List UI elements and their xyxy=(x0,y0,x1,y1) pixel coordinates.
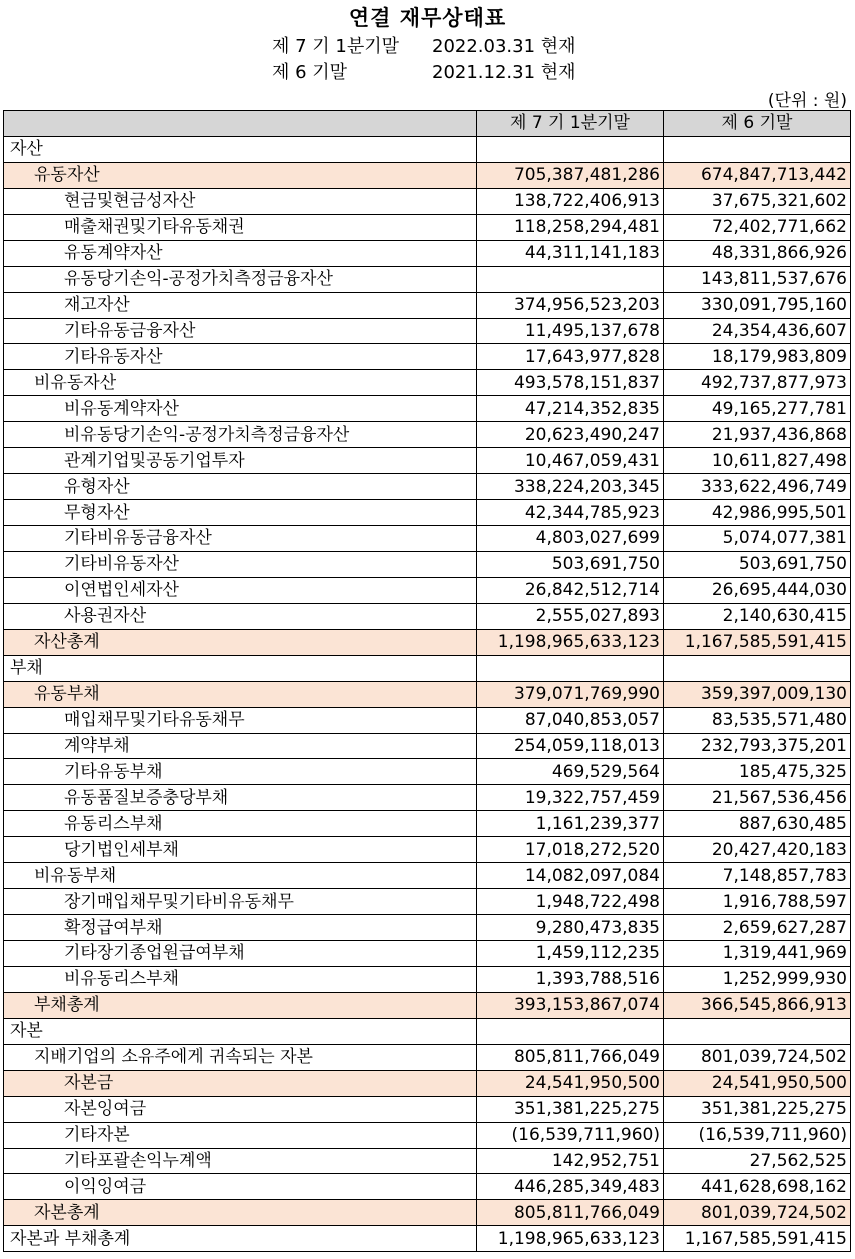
current-period-value-cell: 1,198,965,633,123 xyxy=(477,629,664,655)
current-period-value-cell: 351,381,225,275 xyxy=(477,1096,664,1122)
account-name-cell: 비유동당기손익-공정가치측정금융자산 xyxy=(4,422,477,448)
account-name-cell: 이익잉여금 xyxy=(4,1174,477,1200)
table-row xyxy=(4,214,851,240)
table-row xyxy=(4,863,851,889)
current-period-value-cell xyxy=(477,266,664,292)
current-period-value-cell: 118,258,294,481 xyxy=(477,214,664,240)
account-name-cell: 기타장기종업원급여부채 xyxy=(4,941,477,967)
account-name-cell: 이연법인세자산 xyxy=(4,577,477,603)
current-period-value-cell: 503,691,750 xyxy=(477,551,664,577)
current-period-value-cell: 1,198,965,633,123 xyxy=(477,1226,664,1252)
table-row xyxy=(4,318,851,344)
account-name-cell: 유동리스부채 xyxy=(4,811,477,837)
current-period-value-cell xyxy=(477,1018,664,1044)
table-row xyxy=(4,1174,851,1200)
current-period-value-cell: 10,467,059,431 xyxy=(477,448,664,474)
table-row xyxy=(4,526,851,552)
current-period-value-cell: 1,948,722,498 xyxy=(477,889,664,915)
table-row xyxy=(4,136,851,162)
account-name-cell: 유동품질보증충당부채 xyxy=(4,785,477,811)
account-name-cell: 비유동계약자산 xyxy=(4,396,477,422)
previous-period-value-cell: 441,628,698,162 xyxy=(664,1174,851,1200)
table-row xyxy=(4,681,851,707)
current-period-value-cell: 142,952,751 xyxy=(477,1148,664,1174)
account-name-cell: 자본총계 xyxy=(4,1200,477,1226)
current-period-value-cell: 805,811,766,049 xyxy=(477,1200,664,1226)
table-row xyxy=(4,759,851,785)
previous-period-value-cell: 20,427,420,183 xyxy=(664,837,851,863)
table-row xyxy=(4,266,851,292)
previous-period-value-cell: 185,475,325 xyxy=(664,759,851,785)
current-period-value-cell: 379,071,769,990 xyxy=(477,681,664,707)
current-period-value-cell xyxy=(477,655,664,681)
previous-period-value-cell: 492,737,877,973 xyxy=(664,370,851,396)
account-name-cell: 자본과 부채총계 xyxy=(4,1226,477,1252)
report-title: 연결 재무상태표 xyxy=(348,6,507,30)
period-previous-label: 제 6 기말 xyxy=(272,62,348,83)
period-current-label: 제 7 기 1분기말 xyxy=(272,36,400,57)
header-previous-period: 제 6 기말 xyxy=(664,111,851,137)
table-row xyxy=(4,966,851,992)
current-period-value-cell xyxy=(477,136,664,162)
current-period-value-cell: 44,311,141,183 xyxy=(477,240,664,266)
current-period-value-cell: 4,803,027,699 xyxy=(477,526,664,552)
table-row xyxy=(4,707,851,733)
table-row xyxy=(4,240,851,266)
current-period-value-cell: 374,956,523,203 xyxy=(477,292,664,318)
current-period-value-cell: 24,541,950,500 xyxy=(477,1070,664,1096)
table-row xyxy=(4,1070,851,1096)
current-period-value-cell: 469,529,564 xyxy=(477,759,664,785)
table-row xyxy=(4,422,851,448)
account-name-cell: 무형자산 xyxy=(4,500,477,526)
current-period-value-cell: 11,495,137,678 xyxy=(477,318,664,344)
table-row xyxy=(4,811,851,837)
table-row xyxy=(4,448,851,474)
previous-period-value-cell: 18,179,983,809 xyxy=(664,344,851,370)
table-row xyxy=(4,1226,851,1252)
table-row xyxy=(4,837,851,863)
account-name-cell: 지배기업의 소유주에게 귀속되는 자본 xyxy=(4,1044,477,1070)
previous-period-value-cell: 330,091,795,160 xyxy=(664,292,851,318)
table-row xyxy=(4,344,851,370)
table-row xyxy=(4,1148,851,1174)
table-row xyxy=(4,733,851,759)
account-name-cell: 관계기업및공동기업투자 xyxy=(4,448,477,474)
account-name-cell: 부채 xyxy=(4,655,477,681)
previous-period-value-cell: 1,252,999,930 xyxy=(664,966,851,992)
current-period-value-cell: 20,623,490,247 xyxy=(477,422,664,448)
current-period-value-cell: 705,387,481,286 xyxy=(477,162,664,188)
account-name-cell: 기타유동부채 xyxy=(4,759,477,785)
previous-period-value-cell xyxy=(664,136,851,162)
current-period-value-cell: 2,555,027,893 xyxy=(477,603,664,629)
previous-period-value-cell: 1,319,441,969 xyxy=(664,941,851,967)
current-period-value-cell: 9,280,473,835 xyxy=(477,915,664,941)
current-period-value-cell: 1,459,112,235 xyxy=(477,941,664,967)
account-name-cell: 현금및현금성자산 xyxy=(4,188,477,214)
account-name-cell: 유동부채 xyxy=(4,681,477,707)
current-period-value-cell: 17,018,272,520 xyxy=(477,837,664,863)
previous-period-value-cell: 359,397,009,130 xyxy=(664,681,851,707)
table-row xyxy=(4,577,851,603)
table-row xyxy=(4,188,851,214)
table-row xyxy=(4,1044,851,1070)
table-row xyxy=(4,370,851,396)
previous-period-value-cell: 351,381,225,275 xyxy=(664,1096,851,1122)
table-row xyxy=(4,785,851,811)
previous-period-value-cell: 366,545,866,913 xyxy=(664,992,851,1018)
current-period-value-cell: (16,539,711,960) xyxy=(477,1122,664,1148)
previous-period-value-cell: 24,354,436,607 xyxy=(664,318,851,344)
unit-label: (단위 : 원) xyxy=(767,91,847,111)
account-name-cell: 기타유동자산 xyxy=(4,344,477,370)
current-period-value-cell: 1,161,239,377 xyxy=(477,811,664,837)
previous-period-value-cell: 72,402,771,662 xyxy=(664,214,851,240)
account-name-cell: 유동자산 xyxy=(4,162,477,188)
account-name-cell: 부채총계 xyxy=(4,992,477,1018)
account-name-cell: 기타포괄손익누계액 xyxy=(4,1148,477,1174)
table-row xyxy=(4,1122,851,1148)
account-name-cell: 기타자본 xyxy=(4,1122,477,1148)
previous-period-value-cell: 2,140,630,415 xyxy=(664,603,851,629)
table-row xyxy=(4,1096,851,1122)
table-header-row xyxy=(4,111,851,137)
table-row xyxy=(4,292,851,318)
account-name-cell: 자산 xyxy=(4,136,477,162)
account-name-cell: 자산총계 xyxy=(4,629,477,655)
current-period-value-cell: 446,285,349,483 xyxy=(477,1174,664,1200)
previous-period-value-cell: 5,074,077,381 xyxy=(664,526,851,552)
account-name-cell: 기타유동금융자산 xyxy=(4,318,477,344)
table-row xyxy=(4,396,851,422)
table-body xyxy=(4,136,851,1251)
previous-period-value-cell: 21,937,436,868 xyxy=(664,422,851,448)
previous-period-value-cell: 27,562,525 xyxy=(664,1148,851,1174)
account-name-cell: 장기매입채무및기타비유동채무 xyxy=(4,889,477,915)
header-account xyxy=(4,111,477,137)
current-period-value-cell: 138,722,406,913 xyxy=(477,188,664,214)
previous-period-value-cell: 232,793,375,201 xyxy=(664,733,851,759)
previous-period-value-cell: 48,331,866,926 xyxy=(664,240,851,266)
current-period-value-cell: 338,224,203,345 xyxy=(477,474,664,500)
account-name-cell: 자본금 xyxy=(4,1070,477,1096)
header-current-period: 제 7 기 1분기말 xyxy=(477,111,664,137)
table-row xyxy=(4,629,851,655)
current-period-value-cell: 47,214,352,835 xyxy=(477,396,664,422)
table-row xyxy=(4,655,851,681)
previous-period-value-cell: 143,811,537,676 xyxy=(664,266,851,292)
period-previous-date: 2021.12.31 현재 xyxy=(432,62,576,83)
previous-period-value-cell: 83,535,571,480 xyxy=(664,707,851,733)
current-period-value-cell: 14,082,097,084 xyxy=(477,863,664,889)
previous-period-value-cell: 1,916,788,597 xyxy=(664,889,851,915)
account-name-cell: 재고자산 xyxy=(4,292,477,318)
account-name-cell: 확정급여부채 xyxy=(4,915,477,941)
balance-sheet-table xyxy=(3,110,851,1252)
period-previous xyxy=(272,58,576,84)
current-period-value-cell: 42,344,785,923 xyxy=(477,500,664,526)
previous-period-value-cell: 887,630,485 xyxy=(664,811,851,837)
current-period-value-cell: 17,643,977,828 xyxy=(477,344,664,370)
previous-period-value-cell: 503,691,750 xyxy=(664,551,851,577)
account-name-cell: 유동당기손익-공정가치측정금융자산 xyxy=(4,266,477,292)
current-period-value-cell: 254,059,118,013 xyxy=(477,733,664,759)
table-row xyxy=(4,603,851,629)
table-row xyxy=(4,1200,851,1226)
previous-period-value-cell: 333,622,496,749 xyxy=(664,474,851,500)
current-period-value-cell: 493,578,151,837 xyxy=(477,370,664,396)
period-current-date: 2022.03.31 현재 xyxy=(432,36,576,57)
period-current xyxy=(272,32,576,58)
table-row xyxy=(4,551,851,577)
account-name-cell: 비유동자산 xyxy=(4,370,477,396)
previous-period-value-cell: 42,986,995,501 xyxy=(664,500,851,526)
previous-period-value-cell: (16,539,711,960) xyxy=(664,1122,851,1148)
account-name-cell: 당기법인세부채 xyxy=(4,837,477,863)
account-name-cell: 매입채무및기타유동채무 xyxy=(4,707,477,733)
current-period-value-cell: 26,842,512,714 xyxy=(477,577,664,603)
table-row xyxy=(4,500,851,526)
previous-period-value-cell xyxy=(664,655,851,681)
previous-period-value-cell: 1,167,585,591,415 xyxy=(664,1226,851,1252)
previous-period-value-cell: 10,611,827,498 xyxy=(664,448,851,474)
table-row xyxy=(4,1018,851,1044)
account-name-cell: 자본 xyxy=(4,1018,477,1044)
table-row xyxy=(4,941,851,967)
previous-period-value-cell: 37,675,321,602 xyxy=(664,188,851,214)
table-row xyxy=(4,162,851,188)
current-period-value-cell: 805,811,766,049 xyxy=(477,1044,664,1070)
previous-period-value-cell: 49,165,277,781 xyxy=(664,396,851,422)
previous-period-value-cell: 1,167,585,591,415 xyxy=(664,629,851,655)
account-name-cell: 기타비유동금융자산 xyxy=(4,526,477,552)
account-name-cell: 계약부채 xyxy=(4,733,477,759)
account-name-cell: 유동계약자산 xyxy=(4,240,477,266)
account-name-cell: 비유동리스부채 xyxy=(4,966,477,992)
current-period-value-cell: 393,153,867,074 xyxy=(477,992,664,1018)
table-row xyxy=(4,915,851,941)
table-row xyxy=(4,889,851,915)
previous-period-value-cell: 674,847,713,442 xyxy=(664,162,851,188)
current-period-value-cell: 1,393,788,516 xyxy=(477,966,664,992)
table-row xyxy=(4,992,851,1018)
previous-period-value-cell: 2,659,627,287 xyxy=(664,915,851,941)
account-name-cell: 비유동부채 xyxy=(4,863,477,889)
account-name-cell: 기타비유동자산 xyxy=(4,551,477,577)
current-period-value-cell: 19,322,757,459 xyxy=(477,785,664,811)
previous-period-value-cell: 24,541,950,500 xyxy=(664,1070,851,1096)
previous-period-value-cell: 7,148,857,783 xyxy=(664,863,851,889)
previous-period-value-cell xyxy=(664,1018,851,1044)
table-row xyxy=(4,474,851,500)
account-name-cell: 유형자산 xyxy=(4,474,477,500)
previous-period-value-cell: 801,039,724,502 xyxy=(664,1200,851,1226)
account-name-cell: 매출채권및기타유동채권 xyxy=(4,214,477,240)
account-name-cell: 사용권자산 xyxy=(4,603,477,629)
previous-period-value-cell: 26,695,444,030 xyxy=(664,577,851,603)
account-name-cell: 자본잉여금 xyxy=(4,1096,477,1122)
previous-period-value-cell: 801,039,724,502 xyxy=(664,1044,851,1070)
previous-period-value-cell: 21,567,536,456 xyxy=(664,785,851,811)
current-period-value-cell: 87,040,853,057 xyxy=(477,707,664,733)
